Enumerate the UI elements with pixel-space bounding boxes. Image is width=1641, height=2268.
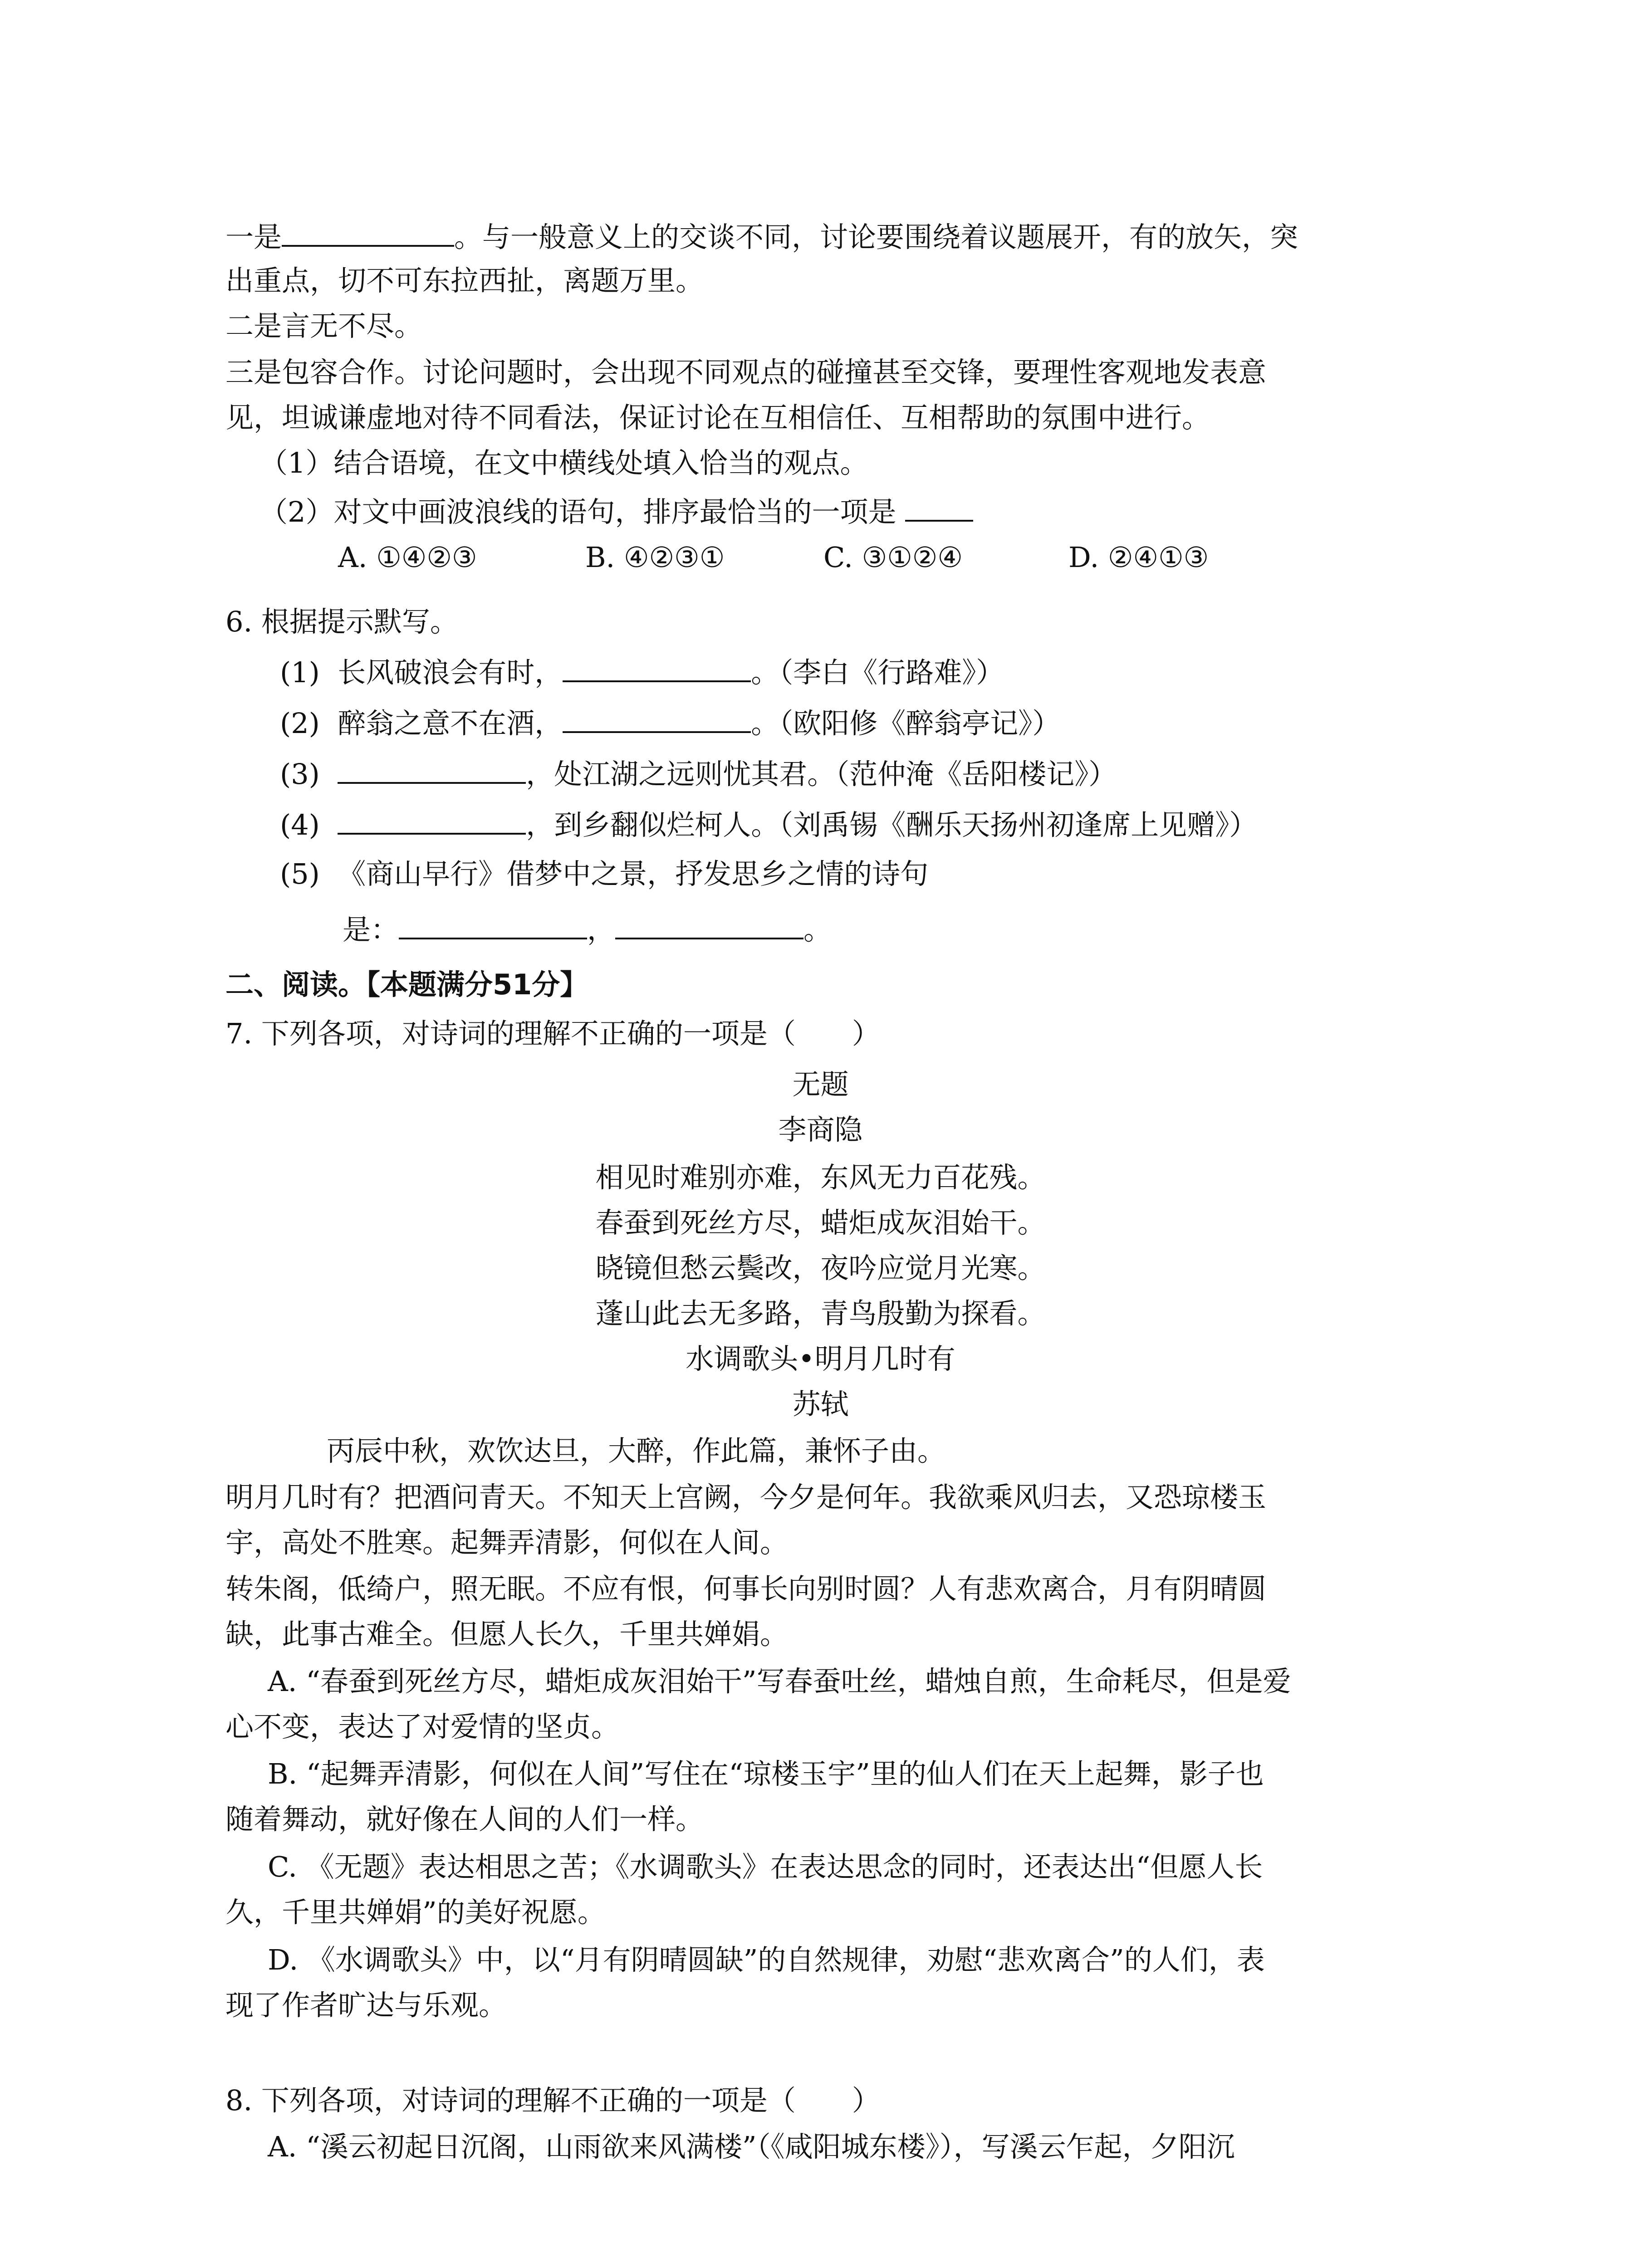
option-c[interactable]: C. ③①②④ (823, 541, 963, 574)
q7-choice-d-cont: 现了作者旷达与乐观。 (225, 1989, 507, 2022)
q7-choice-b-cont: 随着舞动，就好像在人间的人们一样。 (225, 1803, 704, 1836)
q8-choice-a[interactable]: A. “溪云初起日沉阁，山雨欲来风满楼”（《咸阳城东楼》），写溪云乍起，夕阳沉 (268, 2130, 1235, 2163)
poem1-line: 相见时难别亦难，东风无力百花残。 (595, 1161, 1046, 1194)
poem2-line: 缺，此事古难全。但愿人长久，千里共婵娟。 (225, 1618, 789, 1651)
q7-choice-c-cont: 久，千里共婵娟”的美好祝愿。 (225, 1896, 606, 1929)
q7-choice-b[interactable]: B. “起舞弄清影，何似在人间”写住在“琼楼玉宇”里的仙人们在天上起舞，影子也 (268, 1757, 1264, 1790)
poem2-preface: 丙辰中秋，欢饮达旦，大醉，作此篇，兼怀子由。 (327, 1434, 946, 1467)
q6-item-2: (2) 醉翁之意不在酒， 。（欧阳修《醉翁亭记》） (280, 707, 1061, 740)
poem1-title: 无题 (792, 1068, 849, 1101)
option-a[interactable]: A. ①④②③ (338, 541, 477, 574)
item1-blank[interactable] (282, 221, 454, 247)
option-d[interactable]: D. ②④①③ (1068, 541, 1209, 574)
q7-choice-a-cont: 心不变，表达了对爱情的坚贞。 (225, 1710, 620, 1743)
q6-blank-5b[interactable] (615, 914, 803, 939)
section2-heading: 二、阅读。【本题满分51分】 (225, 968, 588, 1001)
q8-stem: 8. 下列各项，对诗词的理解不正确的一项是（ ） (225, 2084, 880, 2117)
poem1-author: 李商隐 (778, 1113, 863, 1146)
q6-blank-1[interactable] (563, 657, 751, 682)
q6-title: 6. 根据提示默写。 (225, 605, 458, 638)
poem2-line: 转朱阁，低绮户，照无眠。不应有恨，何事长向别时圆？人有悲欢离合，月有阴晴圆 (225, 1572, 1267, 1605)
item1-line1: 一是 。与一般意义上的交谈不同，讨论要围绕着议题展开，有的放矢，突 (225, 220, 1298, 254)
poem2-title: 水调歌头•明月几时有 (686, 1342, 955, 1375)
q6-item-4: (4) ，到乡翻似烂柯人。（刘禹锡《酬乐天扬州初逢席上见赠》） (280, 808, 1258, 841)
poem1-line: 蓬山此去无多路，青鸟殷勤为探看。 (595, 1297, 1046, 1330)
q6-blank-5a[interactable] (399, 914, 587, 939)
q6-item-1: (1) 长风破浪会有时， 。（李白《行路难》） (280, 656, 1004, 689)
item3-line1: 三是包容合作。讨论问题时，会出现不同观点的碰撞甚至交锋，要理性客观地发表意 (225, 356, 1267, 389)
item1-line2: 出重点，切不可东拉西扯，离题万里。 (225, 264, 704, 297)
poem2-author: 苏轼 (792, 1388, 849, 1421)
q7-choice-a[interactable]: A. “春蚕到死丝方尽，蜡炬成灰泪始干”写春蚕吐丝，蜡烛自煎，生命耗尽，但是爱 (268, 1665, 1291, 1698)
poem1-line: 晓镜但愁云鬓改，夜吟应觉月光寒。 (595, 1251, 1046, 1285)
q7-stem: 7. 下列各项，对诗词的理解不正确的一项是（ ） (225, 1017, 880, 1050)
q6-blank-3[interactable] (338, 758, 526, 784)
poem2-line: 明月几时有？把酒问青天。不知天上宫阙，今夕是何年。我欲乘风归去，又恐琼楼玉 (225, 1481, 1267, 1514)
q7-choice-c[interactable]: C. 《无题》表达相思之苦；《水调歌头》在表达思念的同时，还表达出“但愿人长 (268, 1850, 1263, 1883)
q7-choice-d[interactable]: D. 《水调歌头》中，以“月有阴晴圆缺”的自然规律，劝慰“悲欢离合”的人们，表 (268, 1943, 1265, 1976)
sub-question-1: （1）结合语境，在文中横线处填入恰当的观点。 (260, 446, 868, 479)
q6-item-5: (5) 《商山早行》借梦中之景，抒发思乡之情的诗句 (280, 857, 929, 890)
poem1-line: 春蚕到死丝方尽，蜡炬成灰泪始干。 (595, 1206, 1046, 1239)
q6-item-3: (3) ，处江湖之远则忧其君。（范仲淹《岳阳楼记》） (280, 758, 1117, 791)
item2-line: 二是言无不尽。 (225, 309, 423, 342)
sub2-blank[interactable] (905, 496, 973, 522)
poem2-line: 宇，高处不胜寒。起舞弄清影，何似在人间。 (225, 1526, 789, 1559)
sub-question-2: （2）对文中画波浪线的语句，排序最恰当的一项是 (260, 496, 973, 526)
q6-blank-2[interactable] (563, 708, 751, 733)
item3-line2: 见，坦诚谦虚地对待不同看法，保证讨论在互相信任、互相帮助的氛围中进行。 (225, 401, 1210, 434)
q6-item-5-answer: 是： ， 。 (343, 913, 832, 946)
q6-blank-4[interactable] (338, 809, 526, 835)
option-b[interactable]: B. ④②③① (585, 541, 725, 574)
